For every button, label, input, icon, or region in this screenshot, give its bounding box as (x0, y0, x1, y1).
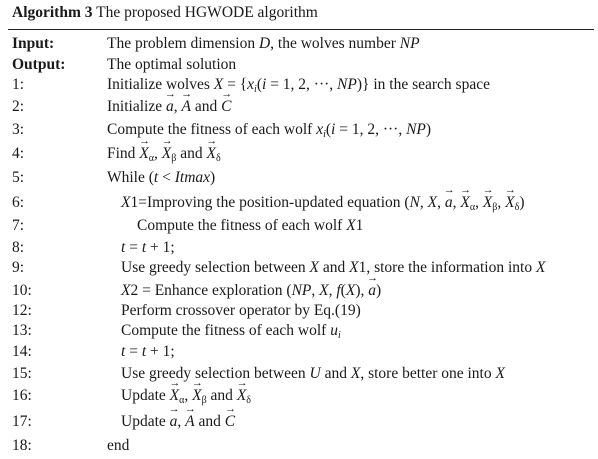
line-text: X1=Improving the position-updated equation (N, X, → a, → $X_\alpha$, → $X_\beta$, → $X_\delta$) (121, 194, 525, 212)
algorithm-line (0, 387, 598, 409)
algorithm-caption (12, 3, 318, 29)
algorithm-line (0, 194, 598, 216)
algorithm-line (0, 56, 598, 78)
line-text: end (107, 437, 130, 454)
algorithm-line (0, 35, 598, 57)
line-number: Output: (12, 56, 66, 73)
line-text: Compute the fitness of each wolf $u_i$ (121, 322, 341, 341)
line-text: Compute the fitness of each wolf $x_i(i = 1$, 2, ···, NP) (107, 121, 432, 140)
line-number: 10: (12, 282, 32, 299)
line-number: 17: (12, 413, 32, 430)
line-number: 3: (12, 121, 25, 138)
line-text: While (t < Itmax) (107, 169, 216, 186)
algorithm-line (0, 239, 598, 261)
line-number: 2: (12, 98, 25, 115)
algorithm-line (0, 437, 598, 459)
algorithm-line (0, 217, 598, 239)
line-text: Perform crossover operator by Eq.(19) (121, 302, 361, 319)
algorithm-line (0, 121, 598, 143)
algorithm-line (0, 365, 598, 387)
algorithm-line (0, 145, 598, 167)
line-number: 16: (12, 387, 32, 404)
line-text: t = t + 1; (121, 239, 175, 256)
line-text: Use greedy selection between U and X, store better one into X (121, 365, 505, 382)
line-text: The optimal solution (107, 56, 237, 73)
line-number: 13: (12, 322, 32, 339)
algorithm-line (0, 322, 598, 344)
line-text: Update → $X_\alpha$, → $X_\beta$ and → $X_\delta$ (121, 387, 251, 405)
line-text: Update → a, → A and → C (121, 413, 235, 431)
line-number: 14: (12, 343, 32, 360)
line-text: The problem dimension D, the wolves number NP (107, 35, 420, 52)
line-number: 6: (12, 194, 25, 211)
line-text: X2 = Enhance exploration (NP, X, f(X), → a) (121, 282, 381, 300)
algorithm-line (0, 343, 598, 365)
top-rule (8, 29, 594, 30)
line-number: 1: (12, 76, 25, 93)
line-number: 15: (12, 365, 32, 382)
algorithm-line (0, 302, 598, 324)
algorithm-line (0, 76, 598, 98)
algorithm-title: The proposed HGWODE algorithm (96, 4, 318, 21)
line-text: Initialize → a, → A and → C (107, 98, 231, 116)
algorithm-line (0, 98, 598, 120)
line-number: 9: (12, 259, 25, 276)
line-text: Find → $X_\alpha$, → $X_\beta$ and → $X_\delta$ (107, 145, 221, 163)
line-text: t = t + 1; (121, 343, 175, 360)
algorithm-number: Algorithm 3 (12, 4, 93, 21)
line-text: Use greedy selection between X and X1, store the information into X (121, 259, 546, 276)
line-number: 4: (12, 145, 25, 162)
line-text: Initialize wolves $X = \{x_i(i = 1$, 2, ···, NP)} in the search space (107, 76, 490, 95)
line-number: Input: (12, 35, 55, 52)
line-number: 7: (12, 217, 25, 234)
line-number: 5: (12, 169, 25, 186)
line-number: 12: (12, 302, 32, 319)
line-number: 8: (12, 239, 25, 256)
algorithm-line (0, 413, 598, 435)
line-number: 18: (12, 437, 32, 454)
algorithm-line (0, 282, 598, 304)
algorithm-line (0, 259, 598, 281)
line-text: Compute the fitness of each wolf X1 (137, 217, 364, 234)
